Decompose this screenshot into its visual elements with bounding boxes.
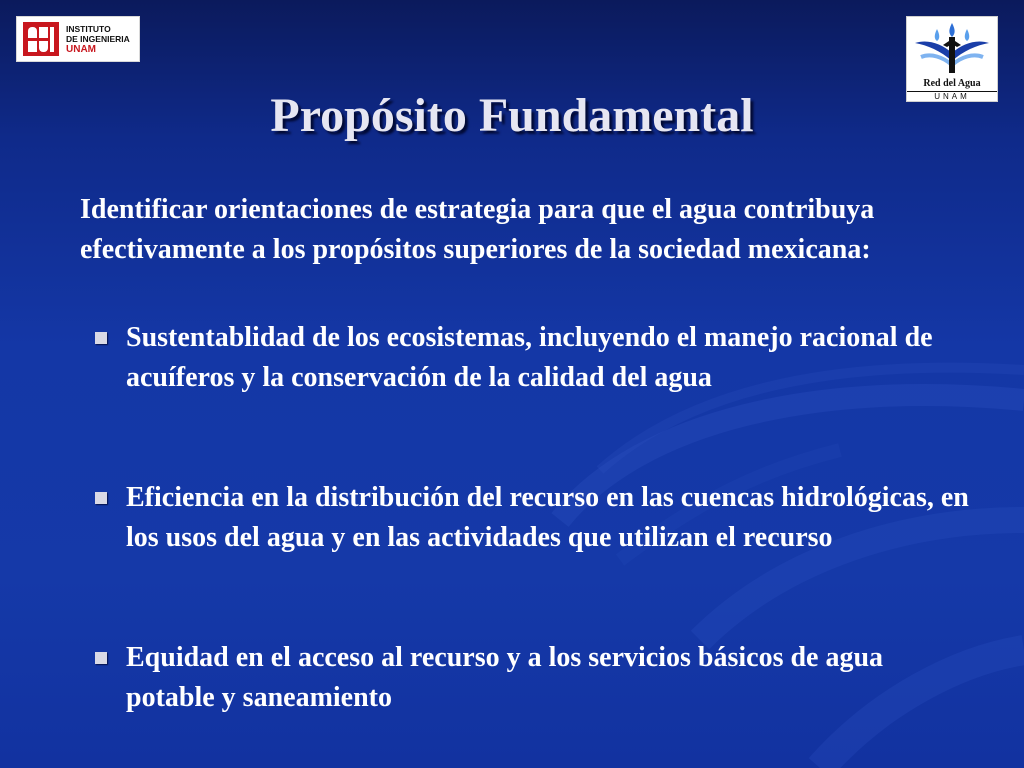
bullet-text: Sustentablidad de los ecosistemas, incluyendo el manejo racional de acuíferos y la conservación de la calidad del agua <box>126 322 933 393</box>
ii-logo-line1: INSTITUTO <box>66 23 111 34</box>
square-bullet-icon <box>95 492 107 504</box>
ii-logo-line2: DE INGENIERIA <box>66 33 130 44</box>
red-del-agua-title: Red del Agua <box>923 78 981 89</box>
bullet-text: Eficiencia en la distribución del recurso en las cuencas hidrológicas, en los usos del agua y en las actividades que utilizan el recurso <box>126 482 969 553</box>
instituto-ingenieria-logo <box>16 16 140 62</box>
bullet-text: Equidad en el acceso al recurso y a los servicios básicos de agua potable y saneamiento <box>126 642 884 713</box>
ii-logo-text <box>66 24 130 55</box>
slide-title: Propósito Fundamental <box>270 89 754 142</box>
intro-paragraph: Identificar orientaciones de estrategia para que el agua contribuya efectivamente a los propósitos superiores de la sociedad mexicana: <box>80 194 875 265</box>
bullet-item-eficiencia <box>126 478 976 558</box>
ii-emblem-icon <box>23 22 59 56</box>
water-network-icon <box>907 17 997 79</box>
square-bullet-icon <box>95 332 107 344</box>
bullet-item-equidad <box>126 638 976 718</box>
red-del-agua-subtitle: UNAM <box>907 91 997 102</box>
bullet-item-sustentabilidad <box>126 318 976 398</box>
square-bullet-icon <box>95 652 107 664</box>
ii-logo-line3: UNAM <box>66 43 96 55</box>
